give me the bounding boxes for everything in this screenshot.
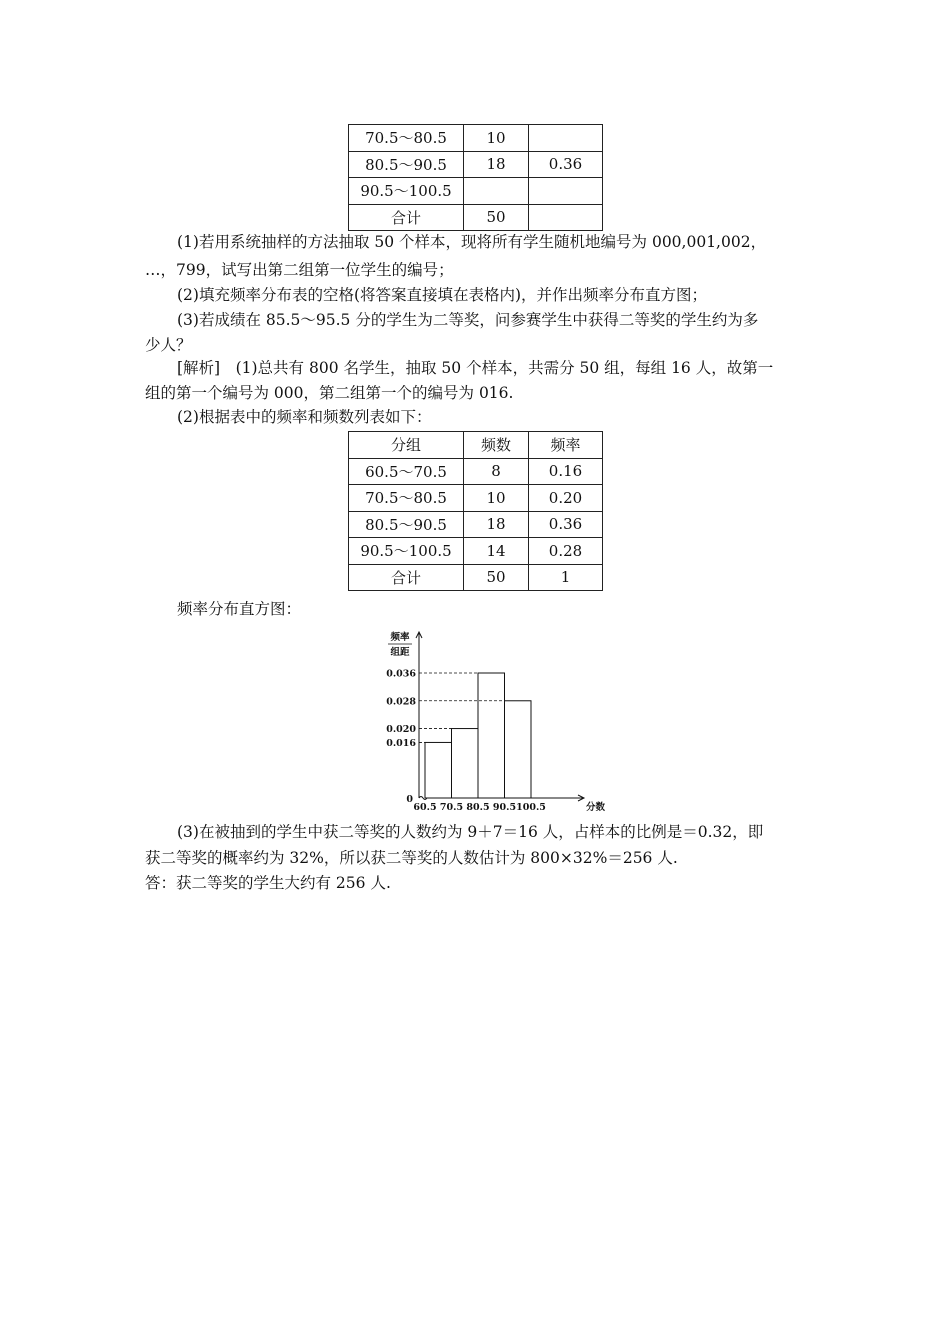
table-cell: 8 xyxy=(464,458,529,485)
table-cell: 合计 xyxy=(349,204,464,231)
answer-1-line-1: [解析] (1)总共有 800 名学生，抽取 50 个样本，共需分 50 组，每组 16 人，故第一 xyxy=(177,359,774,377)
answer-3-line-1: (3)在被抽到的学生中获二等奖的人数约为 9＋7＝16 人，占样本的比例是＝0.32，即 xyxy=(177,823,764,841)
frequency-table-complete xyxy=(348,431,603,591)
x-tick-label: 90.5 xyxy=(492,802,517,812)
table-cell xyxy=(529,178,603,205)
frequency-table-partial xyxy=(348,124,603,231)
table-header-cell: 频率 xyxy=(529,432,603,459)
question-2: (2)填充频率分布表的空格(将答案直接填在表格内)，并作出频率分布直方图； xyxy=(177,286,708,304)
table-cell: 0.20 xyxy=(529,485,603,512)
answer-1-line-2: 组的第一个编号为 000，第二组第一个的编号为 016. xyxy=(145,384,514,402)
table-row xyxy=(349,204,603,231)
table-cell: 90.5～100.5 xyxy=(349,178,464,205)
question-1-line-1: (1)若用系统抽样的方法抽取 50 个样本，现将所有学生随机地编号为 000,001,002， xyxy=(177,233,767,251)
table-header-cell: 分组 xyxy=(349,432,464,459)
x-tick-label: 60.5 xyxy=(413,802,437,812)
histogram-caption: 频率分布直方图： xyxy=(177,600,302,618)
table-row xyxy=(349,458,603,485)
answer-2-intro: (2)根据表中的频率和频数列表如下： xyxy=(177,408,432,426)
y-tick-label: 0.016 xyxy=(386,737,416,749)
question-3-line-1: (3)若成绩在 85.5～95.5 分的学生为二等奖，问参赛学生中获得二等奖的学生约为多 xyxy=(177,311,759,329)
table-cell: 0.16 xyxy=(529,458,603,485)
question-1-line-2: …，799，试写出第二组第一位学生的编号； xyxy=(145,261,454,279)
table-cell: 10 xyxy=(464,125,529,152)
table-row xyxy=(349,178,603,205)
table-cell: 18 xyxy=(464,511,529,538)
table-row xyxy=(349,485,603,512)
table-cell: 70.5～80.5 xyxy=(349,485,464,512)
x-tick-label: 100.5 xyxy=(516,802,546,812)
y-tick-label: 0.020 xyxy=(386,724,416,736)
question-3-line-2: 少人？ xyxy=(145,336,192,354)
table-cell: 80.5～90.5 xyxy=(349,511,464,538)
table-cell: 70.5～80.5 xyxy=(349,125,464,152)
histogram-bar xyxy=(425,742,452,798)
histogram-bar xyxy=(505,701,532,798)
y-axis-label-bottom: 组距 xyxy=(390,647,410,658)
table-cell: 合计 xyxy=(349,564,464,591)
table-cell: 1 xyxy=(529,564,603,591)
y-tick-label: 0.036 xyxy=(386,668,416,680)
table-cell: 90.5～100.5 xyxy=(349,538,464,565)
table-row xyxy=(349,125,603,152)
table-cell: 0.36 xyxy=(529,511,603,538)
y-tick-label: 0.028 xyxy=(386,696,416,708)
histogram-bar xyxy=(452,729,479,798)
table-cell: 50 xyxy=(464,564,529,591)
table-cell xyxy=(464,178,529,205)
table-cell: 10 xyxy=(464,485,529,512)
table-cell xyxy=(529,125,603,152)
table-row xyxy=(349,511,603,538)
table-row xyxy=(349,538,603,565)
table-cell: 50 xyxy=(464,204,529,231)
table-row xyxy=(349,151,603,178)
table-cell: 80.5～90.5 xyxy=(349,151,464,178)
frequency-histogram xyxy=(380,628,610,812)
table-cell xyxy=(529,204,603,231)
table-header-cell: 频数 xyxy=(464,432,529,459)
table-cell: 0.36 xyxy=(529,151,603,178)
origin-label: 0 xyxy=(406,794,413,805)
x-tick-label: 70.5 xyxy=(439,802,464,812)
table-cell: 0.28 xyxy=(529,538,603,565)
histogram-bar xyxy=(478,673,505,798)
answer-3-line-2: 获二等奖的概率约为 32%，所以获二等奖的人数估计为 800×32%＝256 人. xyxy=(145,849,678,867)
table-cell: 14 xyxy=(464,538,529,565)
table-row xyxy=(349,564,603,591)
y-axis-label-top: 频率 xyxy=(390,632,410,643)
final-answer: 答：获二等奖的学生大约有 256 人. xyxy=(145,874,391,892)
x-axis-label: 分数 xyxy=(586,802,606,812)
table-cell: 60.5～70.5 xyxy=(349,458,464,485)
x-tick-label: 80.5 xyxy=(466,802,490,812)
table-cell: 18 xyxy=(464,151,529,178)
table-header-row xyxy=(349,432,603,459)
